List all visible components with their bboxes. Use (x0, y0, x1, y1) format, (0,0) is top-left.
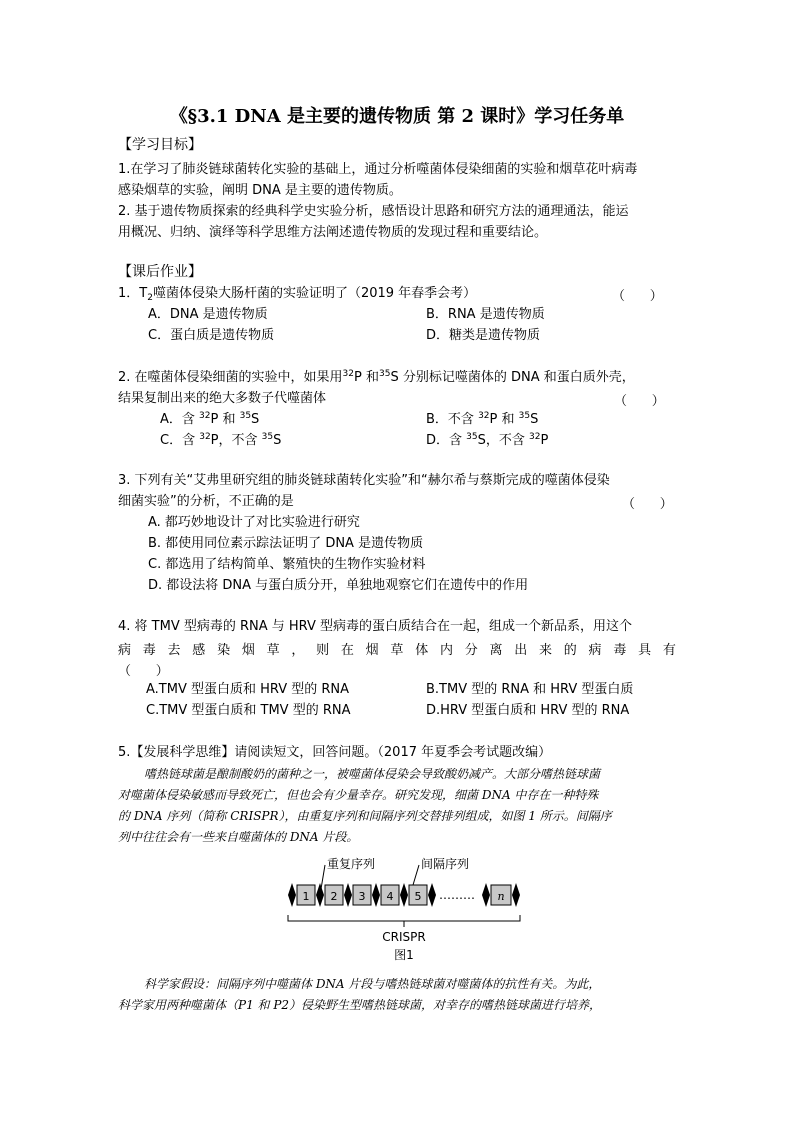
q4-char: 感 (192, 643, 206, 658)
q4-char: 出 (514, 643, 528, 658)
q4-char: 则 (316, 643, 330, 658)
q4-option-d[interactable]: D.HRV 型蛋白质和 HRV 型的 RNA (426, 703, 630, 718)
crispr-bracket (288, 915, 520, 921)
q4-char: 染 (217, 643, 231, 658)
q2-b-mid: P 和 (489, 412, 519, 427)
q5-passage-line-6: 科学家用两种噬菌体（P1 和 P2）侵染野生型嗜热链球菌，对幸存的嗜热链球菌进行培养， (118, 998, 602, 1012)
repeat-diamond (512, 883, 520, 907)
objective-2-line-2: 用概况、归纳、演绎等科学思维方法阐述遗传物质的发现过程和重要结论。 (118, 225, 548, 240)
spacer-label-n: n (497, 890, 505, 903)
question-1-stem (118, 285, 476, 303)
q2-c-mid: P，不含 (210, 433, 262, 448)
spacer-label: 1 (302, 890, 310, 903)
q3-answer-blank[interactable]: （ ） (622, 497, 673, 512)
q1-option-d[interactable]: D．糖类是遗传物质 (426, 328, 541, 343)
q4-char: 具 (638, 643, 652, 658)
q5-passage-line-3: 的 DNA 序列（简称 CRISPR），由重复序列和间隔序列交替排列组成，如图 1 所示。间隔序 (118, 809, 612, 823)
question-4-stem-line-2 (118, 639, 676, 658)
q5-passage-line-2: 对噬菌体侵染敏感而导致死亡，但也会有少量幸存。研究发现，细菌 DNA 中存在一种特殊 (118, 788, 599, 802)
objective-1-line-1: 1.在学习了肺炎链球菌转化实验的基础上，通过分析噬菌体侵染细菌的实验和烟草花叶病毒 (118, 162, 638, 177)
q2-b-post: S (530, 412, 539, 427)
spacer-callout-line (413, 865, 419, 885)
question-3-stem-line-1: 3. 下列有关“艾弗里研究组的肺炎链球菌转化实验”和“赫尔希与蔡斯完成的噬菌体侵染 (118, 473, 610, 488)
q2-b-pre: B．不含 (426, 412, 479, 427)
q2-d-pre: D．含 (426, 433, 467, 448)
question-4-stem-line-1: 4. 将 TMV 型病毒的 RNA 与 HRV 型病毒的蛋白质结合在一起，组成一个新品系，用这个 (118, 619, 633, 634)
q2-a-post: S (251, 412, 260, 427)
q4-char: 烟 (241, 643, 255, 658)
objective-2-line-1: 2. 基于遗传物质探索的经典科学史实验分析，感悟设计思路和研究方法的通理通法，能运 (118, 204, 629, 219)
q4-char: 体 (415, 643, 429, 658)
q1-subscript: 2 (147, 293, 153, 303)
q2-a-sup2: 35 (239, 411, 252, 421)
q2-a-pre: A．含 (160, 412, 200, 427)
objectives-heading: 【学习目标】 (118, 137, 202, 153)
q4-char: 有 (662, 643, 676, 658)
q5-passage-line-5: 科学家假设：间隔序列中噬菌体 DNA 片段与嗜热链球菌对噬菌体的抗性有关。为此， (144, 977, 601, 991)
q2-c-pre: C．含 (160, 433, 200, 448)
continuation-dots: ……… (439, 888, 475, 902)
q4-char: 草 (390, 643, 404, 658)
question-2-stem-line-1 (118, 369, 635, 387)
q1-option-c[interactable]: C．蛋白质是遗传物质 (148, 328, 275, 343)
q5-passage-line-4: 列中往往会有一些来自噬菌体的 DNA 片段。 (118, 830, 359, 844)
q2-a-sup1: 32 (199, 411, 211, 421)
q2-text-b: P 和 (354, 370, 379, 385)
q3-option-c[interactable]: C. 都选用了结构简单、繁殖快的生物作实验材料 (148, 557, 426, 572)
repeat-callout-line (321, 865, 325, 889)
homework-heading: 【课后作业】 (118, 264, 202, 280)
q4-answer-blank[interactable]: （ ） (118, 664, 169, 679)
q2-d-sup2: 32 (529, 432, 541, 442)
q1-text: 噬菌体侵染大肠杆菌的实验证明了（2019 年春季会考） (152, 286, 477, 301)
q4-char: 在 (340, 643, 354, 658)
question-3-stem-line-2: 细菌实验”的分析，不正确的是 (118, 494, 294, 509)
spacer-label: 2 (330, 890, 338, 903)
q2-d-mid: S，不含 (477, 433, 529, 448)
repeat-diamond (344, 883, 352, 907)
q4-option-a[interactable]: A.TMV 型蛋白质和 HRV 型的 RNA (146, 682, 350, 697)
q3-option-a[interactable]: A. 都巧妙地设计了对比实验进行研究 (148, 515, 360, 530)
q2-d-sup1: 35 (466, 432, 478, 442)
spacer-label: 3 (358, 890, 366, 903)
q2-option-a[interactable] (160, 411, 259, 429)
q2-a-mid: P 和 (210, 412, 240, 427)
q4-option-c[interactable]: C.TMV 型蛋白质和 TMV 型的 RNA (146, 703, 351, 718)
page-title: 《§3.1 DNA 是主要的遗传物质 第 2 课时》学习任务单 (169, 106, 625, 127)
q2-text-c: S 分别标记噬菌体的 DNA 和蛋白质外壳， (390, 370, 635, 385)
q1-option-a[interactable]: A．DNA 是遗传物质 (148, 307, 268, 322)
repeat-diamond (372, 883, 380, 907)
spacer-label: 4 (386, 890, 394, 903)
q2-text-a: 2. 在噬菌体侵染细菌的实验中，如果用 (118, 370, 343, 385)
crispr-diagram (283, 853, 523, 963)
q4-char: 的 (563, 643, 577, 658)
spacer-label: 5 (414, 890, 422, 903)
q4-char: ， (291, 643, 305, 658)
q4-char: 分 (464, 643, 478, 658)
label-spacer-sequence: 间隔序列 (421, 857, 470, 871)
q1-prefix: 1．T (118, 286, 148, 301)
q4-char: 草 (266, 643, 280, 658)
q4-char: 内 (439, 643, 453, 658)
q2-b-sup2: 35 (518, 411, 531, 421)
repeat-diamond (482, 883, 490, 907)
q4-char: 去 (167, 643, 181, 658)
q3-option-d[interactable]: D. 都设法将 DNA 与蛋白质分开，单独地观察它们在遗传中的作用 (148, 578, 529, 593)
label-repeat-sequence: 重复序列 (327, 857, 376, 871)
q1-answer-blank[interactable]: （ ） (612, 289, 663, 304)
question-2-stem-line-2: 结果复制出来的绝大多数子代噬菌体 (118, 391, 327, 406)
repeat-diamond (428, 883, 436, 907)
caption-crispr: CRISPR (382, 930, 426, 944)
q2-sup-32: 32 (342, 369, 354, 379)
q4-char: 病 (588, 643, 602, 658)
q2-c-post: S (273, 433, 282, 448)
q4-char: 毒 (613, 643, 627, 658)
q2-d-post: P (540, 433, 549, 448)
q4-option-b[interactable]: B.TMV 型的 RNA 和 HRV 型蛋白质 (426, 682, 634, 697)
q2-c-sup2: 35 (261, 432, 274, 442)
q2-option-c[interactable] (160, 432, 281, 450)
q2-b-sup1: 32 (478, 411, 490, 421)
q4-char: 烟 (365, 643, 379, 658)
q2-option-b[interactable] (426, 411, 538, 429)
q2-option-d[interactable] (426, 432, 548, 450)
q2-c-sup1: 32 (199, 432, 211, 442)
q1-option-b[interactable]: B．RNA 是遗传物质 (426, 307, 545, 322)
q5-passage-line-1: 嗜热链球菌是酿制酸奶的菌种之一，被噬菌体侵染会导致酸奶减产。大部分嗜热链球菌 (144, 767, 601, 781)
q4-char: 离 (489, 643, 503, 658)
question-5-stem: 5.【发展科学思维】请阅读短文，回答问题。（2017 年夏季会考试题改编） (118, 745, 552, 760)
q2-sup-35: 35 (378, 369, 391, 379)
repeat-diamond (316, 883, 324, 907)
repeat-diamond (400, 883, 408, 907)
caption-figure-1: 图1 (394, 948, 414, 962)
q4-char: 来 (539, 643, 553, 658)
q2-answer-blank[interactable]: （ ） (614, 394, 665, 409)
repeat-diamond (288, 883, 296, 907)
objective-1-line-2: 感染烟草的实验，阐明 DNA 是主要的遗传物质。 (118, 183, 402, 198)
q3-option-b[interactable]: B. 都使用同位素示踪法证明了 DNA 是遗传物质 (148, 536, 424, 551)
q4-char: 病 (118, 643, 132, 658)
q4-char: 毒 (142, 643, 156, 658)
